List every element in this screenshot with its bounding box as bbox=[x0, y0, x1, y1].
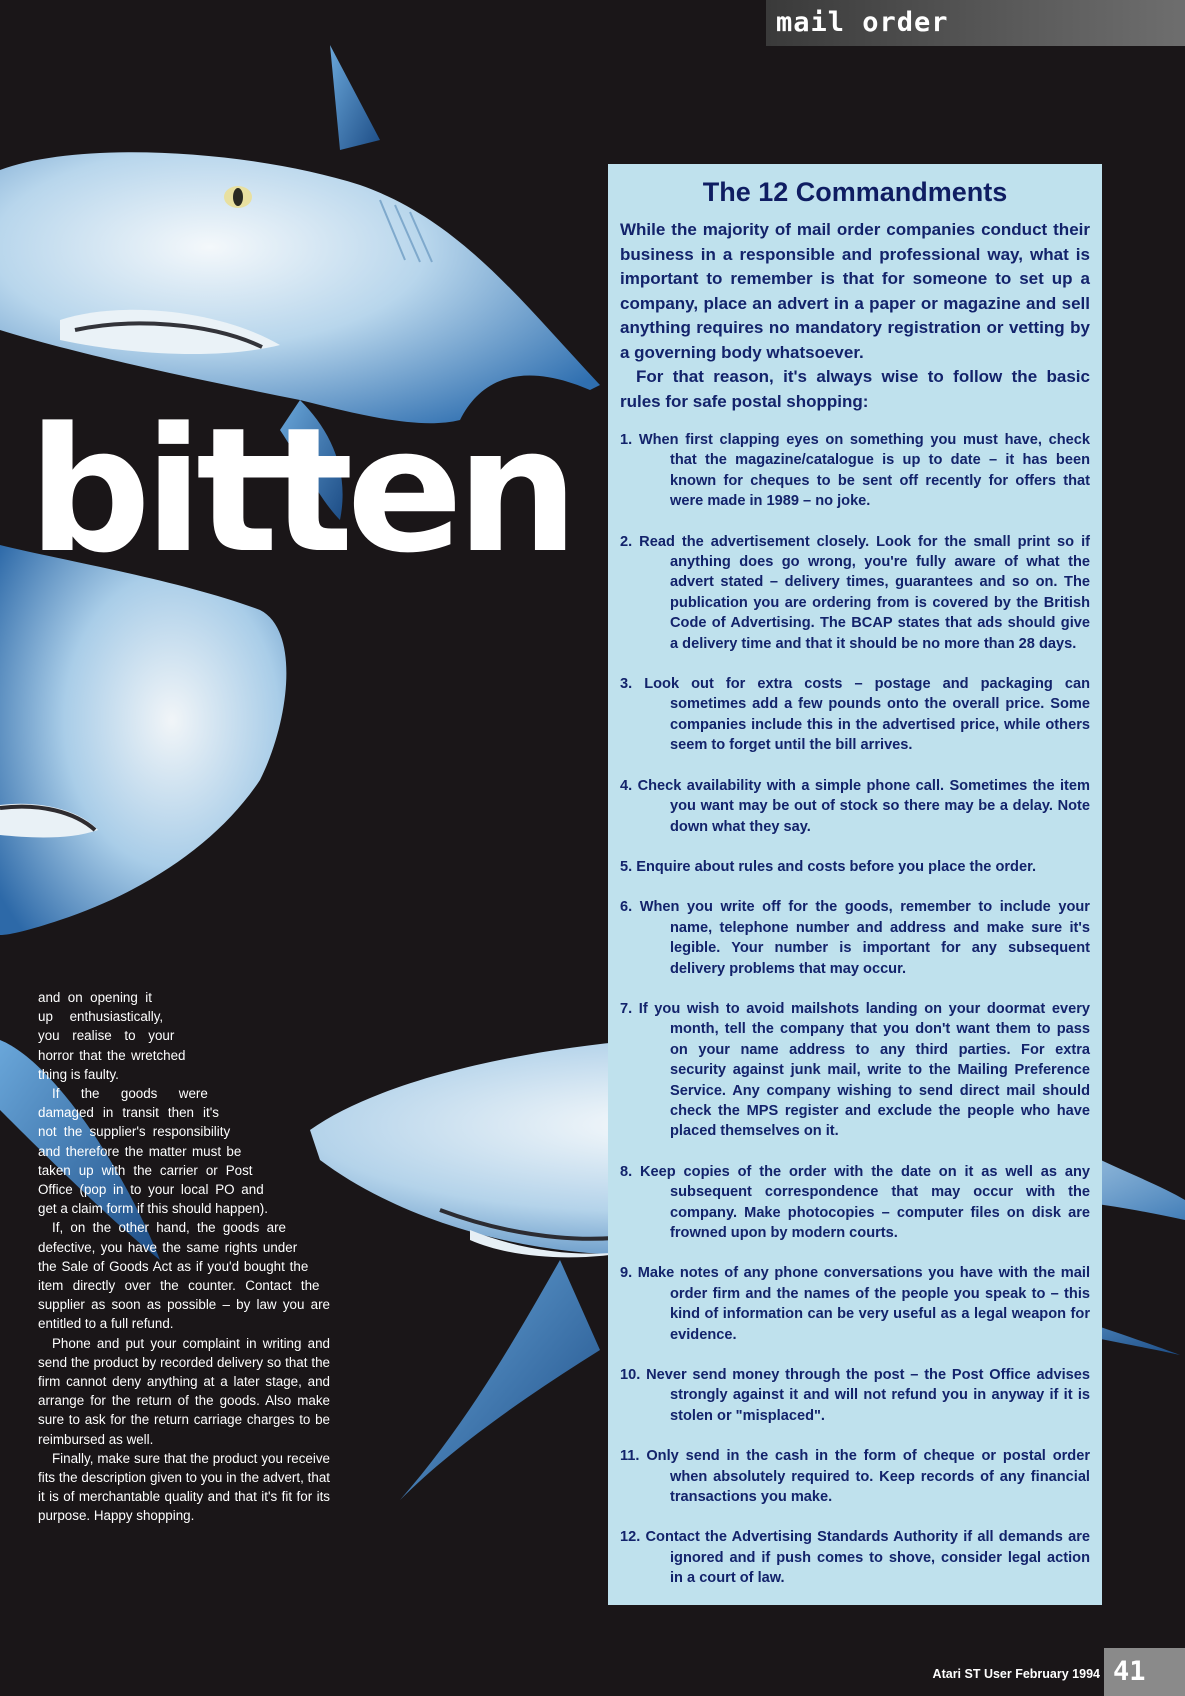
rule-item: 12. Contact the Advertising Standards Authority if all demands are ignored and if push comes to shove, consider legal action in a court of law. bbox=[620, 1529, 1090, 1587]
rule-item: 5. Enquire about rules and costs before you place the order. bbox=[620, 858, 1037, 875]
rule-item: 11. Only send in the cash in the form of cheque or postal order when absolutely required to. Keep records of any financial transactions you make. bbox=[620, 1448, 1090, 1506]
rule-item: 3. Look out for extra costs – postage and packaging can sometimes add a few pounds onto the overall price. Some companies include this in the advertised price, while others seem to forget until the bill arrives. bbox=[620, 676, 1090, 754]
page-number: 41 bbox=[1104, 1648, 1185, 1696]
body-paragraph: Phone and put your complaint in writing and send the product by recorded delivery so that the firm cannot deny anything at a later stage, and arrange for the return of the goods. Also make sure to ask for the return carriage charges to be reimbursed as well. bbox=[38, 1335, 330, 1447]
rules-list bbox=[620, 430, 1090, 1589]
rule-item: 4. Check availability with a simple phone call. Sometimes the item you want may be out of stock so there may be a delay. Note down what they say. bbox=[620, 777, 1090, 835]
publication-footer: Atari ST User February 1994 bbox=[932, 1667, 1100, 1681]
rule-item: 9. Make notes of any phone conversations you have with the mail order firm and the names of the people you speak to – this kind of information can be very useful as a legal weapon for evidence. bbox=[620, 1265, 1090, 1343]
body-paragraph: If the goods were damaged in transit then it's not the supplier's responsibility and therefore the matter must be taken up with the carrier or Post Office (pop in to your local PO and get a claim form if this should happen). bbox=[38, 1086, 268, 1217]
rule-item: 7. If you wish to avoid mailshots landing on your doormat every month, tell the company that you don't want them to pass on your name address to any third parties. For extra security against junk mail, write to the Mailing Preference Service. Any company wishing to send direct mail should check the MPS register and exclude the people who have placed themselves on it. bbox=[620, 1000, 1090, 1140]
sidebar-title: The 12 Commandments bbox=[702, 177, 1008, 207]
body-paragraph: and on opening it up enthusiastically, you realise to your horror that the wretched thing is faulty. bbox=[38, 990, 186, 1082]
rule-item: 8. Keep copies of the order with the date on it as well as any subsequent correspondence that may occur with the company. Make photocopies – computer files on disk are frowned upon by modern courts. bbox=[620, 1163, 1090, 1241]
headline: bitten bbox=[28, 390, 572, 591]
article-body bbox=[38, 988, 330, 1648]
rule-item: 2. Read the advertisement closely. Look for the small print so if anything does go wrong, you're fully aware of what the advert stated – delivery times, guarantees and so on. The publication you are ordering from is covered by the British Code of Advertising. The BCAP states that ads should give a delivery time and that it should be no more than 28 days. bbox=[620, 533, 1090, 652]
body-paragraph: Finally, make sure that the product you receive fits the description given to you in the advert, that it is of merchantable quality and that it's fit for its purpose. Happy shopping. bbox=[38, 1450, 330, 1524]
section-tab: mail order bbox=[766, 0, 1185, 46]
rule-item: 10. Never send money through the post – the Post Office advises strongly against it and will not refund you in anyway if it is stolen or "misplaced". bbox=[620, 1367, 1090, 1424]
body-paragraph: If, on the other hand, the goods are defective, you have the same rights under the Sale of Goods Act as if you'd bought the item directly over the counter. Contact the supplier as soon as possible – by law you are entitled to a full refund. bbox=[38, 1220, 330, 1332]
sidebar-intro bbox=[620, 218, 1090, 414]
commandments-sidebar bbox=[608, 164, 1102, 1605]
rule-item: 6. When you write off for the goods, remember to include your name, telephone number and address and make sure it's legible. Your number is important for any subsequent delivery problems that may occur. bbox=[620, 899, 1090, 977]
intro-paragraph: For that reason, it's always wise to follow the basic rules for safe postal shopping: bbox=[620, 367, 1090, 411]
rule-item: 1. When first clapping eyes on something you must have, check that the magazine/catalogue is up to date – it has been known for cheques to be sent off recently for offers that were made in 1989 – no joke. bbox=[620, 432, 1090, 510]
intro-paragraph: While the majority of mail order companies conduct their business in a responsible and professional way, what is important to remember is that for someone to set up a company, place an advert in a paper or magazine and sell anything requires no mandatory registration or vetting by a governing body whatsoever. bbox=[620, 220, 1090, 362]
